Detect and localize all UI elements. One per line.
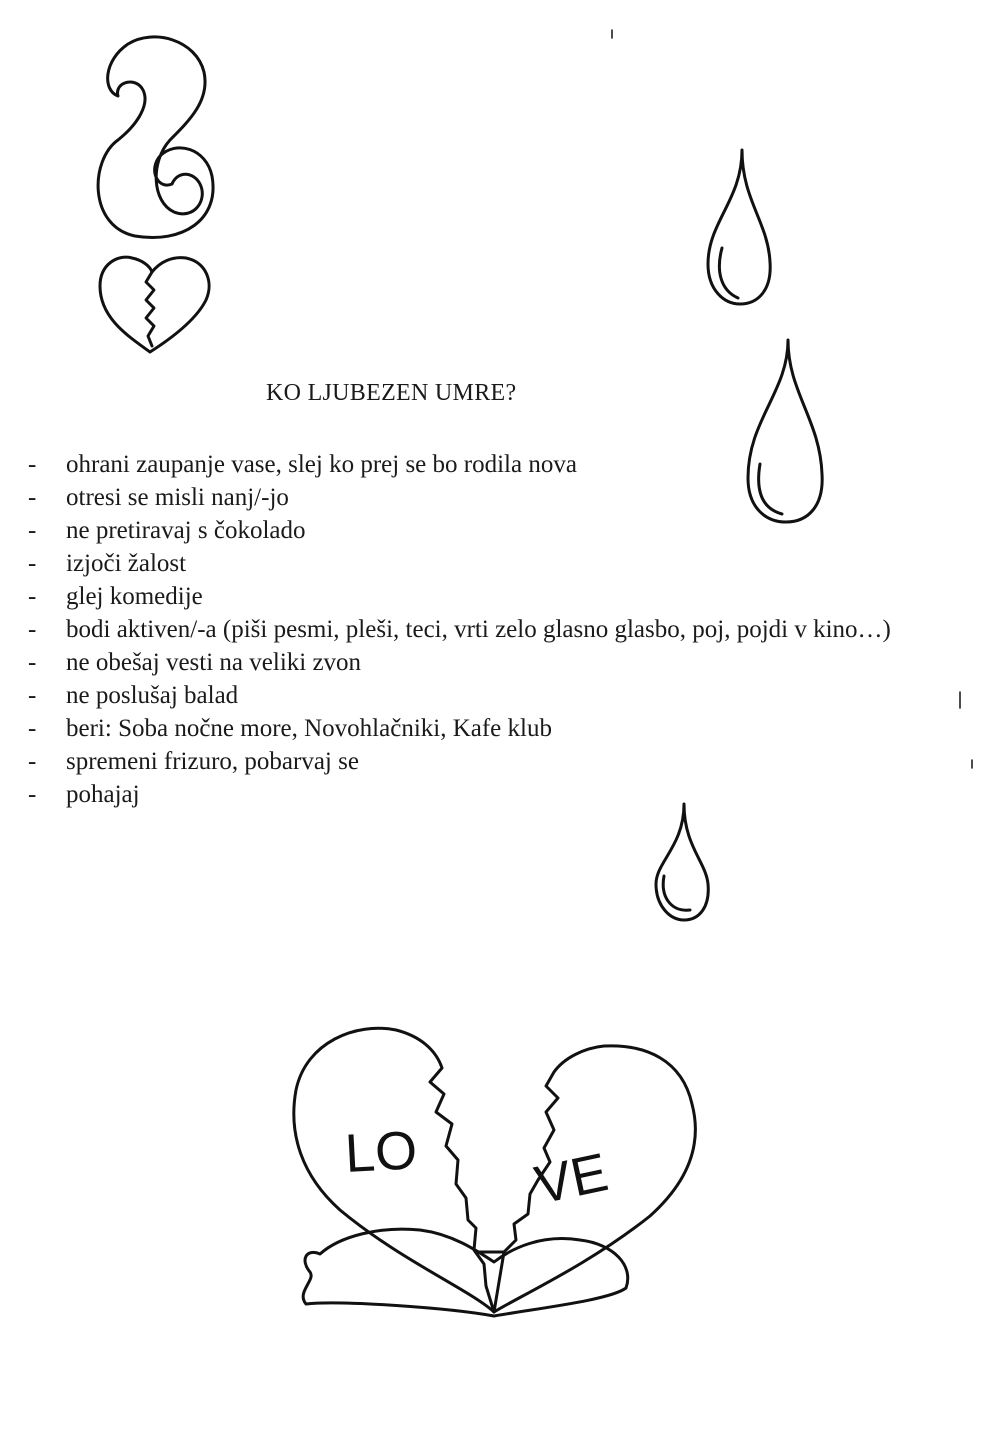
teardrop-icon <box>656 804 708 920</box>
list-item <box>24 613 954 646</box>
love-left-text: LO <box>343 1120 419 1184</box>
bullet: - <box>28 616 37 643</box>
tip-text: beri: Soba nočne more, Novohlačniki, Kafe klub <box>66 715 552 742</box>
love-right-text: VE <box>530 1142 613 1216</box>
tip-text: pohajaj <box>66 781 140 808</box>
tip-text: ne pretiravaj s čokolado <box>66 517 306 544</box>
bullet: - <box>28 682 37 709</box>
list-item <box>24 580 954 613</box>
bullet: - <box>28 451 37 478</box>
tip-text: spremeni frizuro, pobarvaj se <box>66 748 359 775</box>
broken-heart-icon <box>100 257 209 352</box>
bullet: - <box>28 583 37 610</box>
tip-text: otresi se misli nanj/-jo <box>66 484 289 511</box>
list-item <box>24 481 954 514</box>
bullet: - <box>28 715 37 742</box>
bullet: - <box>28 748 37 775</box>
list-item <box>24 778 954 811</box>
bullet: - <box>28 649 37 676</box>
bullet: - <box>28 517 37 544</box>
swirl-icon <box>98 37 213 238</box>
tip-text: izjoči žalost <box>66 550 187 577</box>
tip-text: ohrani zaupanje vase, slej ko prej se bo rodila nova <box>66 451 577 478</box>
tips-list <box>24 448 954 811</box>
list-item <box>24 745 954 778</box>
list-item <box>24 712 954 745</box>
list-item <box>24 547 954 580</box>
bullet: - <box>28 550 37 577</box>
page-title: KO LJUBEZEN UMRE? <box>266 380 517 406</box>
teardrop-icon <box>708 150 770 304</box>
bullet: - <box>28 781 37 808</box>
list-item <box>24 679 954 712</box>
tip-text: bodi aktiven/-a (piši pesmi, pleši, teci, vrti zelo glasno glasbo, poj, pojdi v kino…) <box>66 616 891 643</box>
tip-text: ne obešaj vesti na veliki zvon <box>66 649 362 676</box>
list-item <box>24 448 954 481</box>
list-item <box>24 514 954 547</box>
tip-text: glej komedije <box>66 583 203 610</box>
bullet: - <box>28 484 37 511</box>
tip-text: ne poslušaj balad <box>66 682 239 709</box>
list-item <box>24 646 954 679</box>
